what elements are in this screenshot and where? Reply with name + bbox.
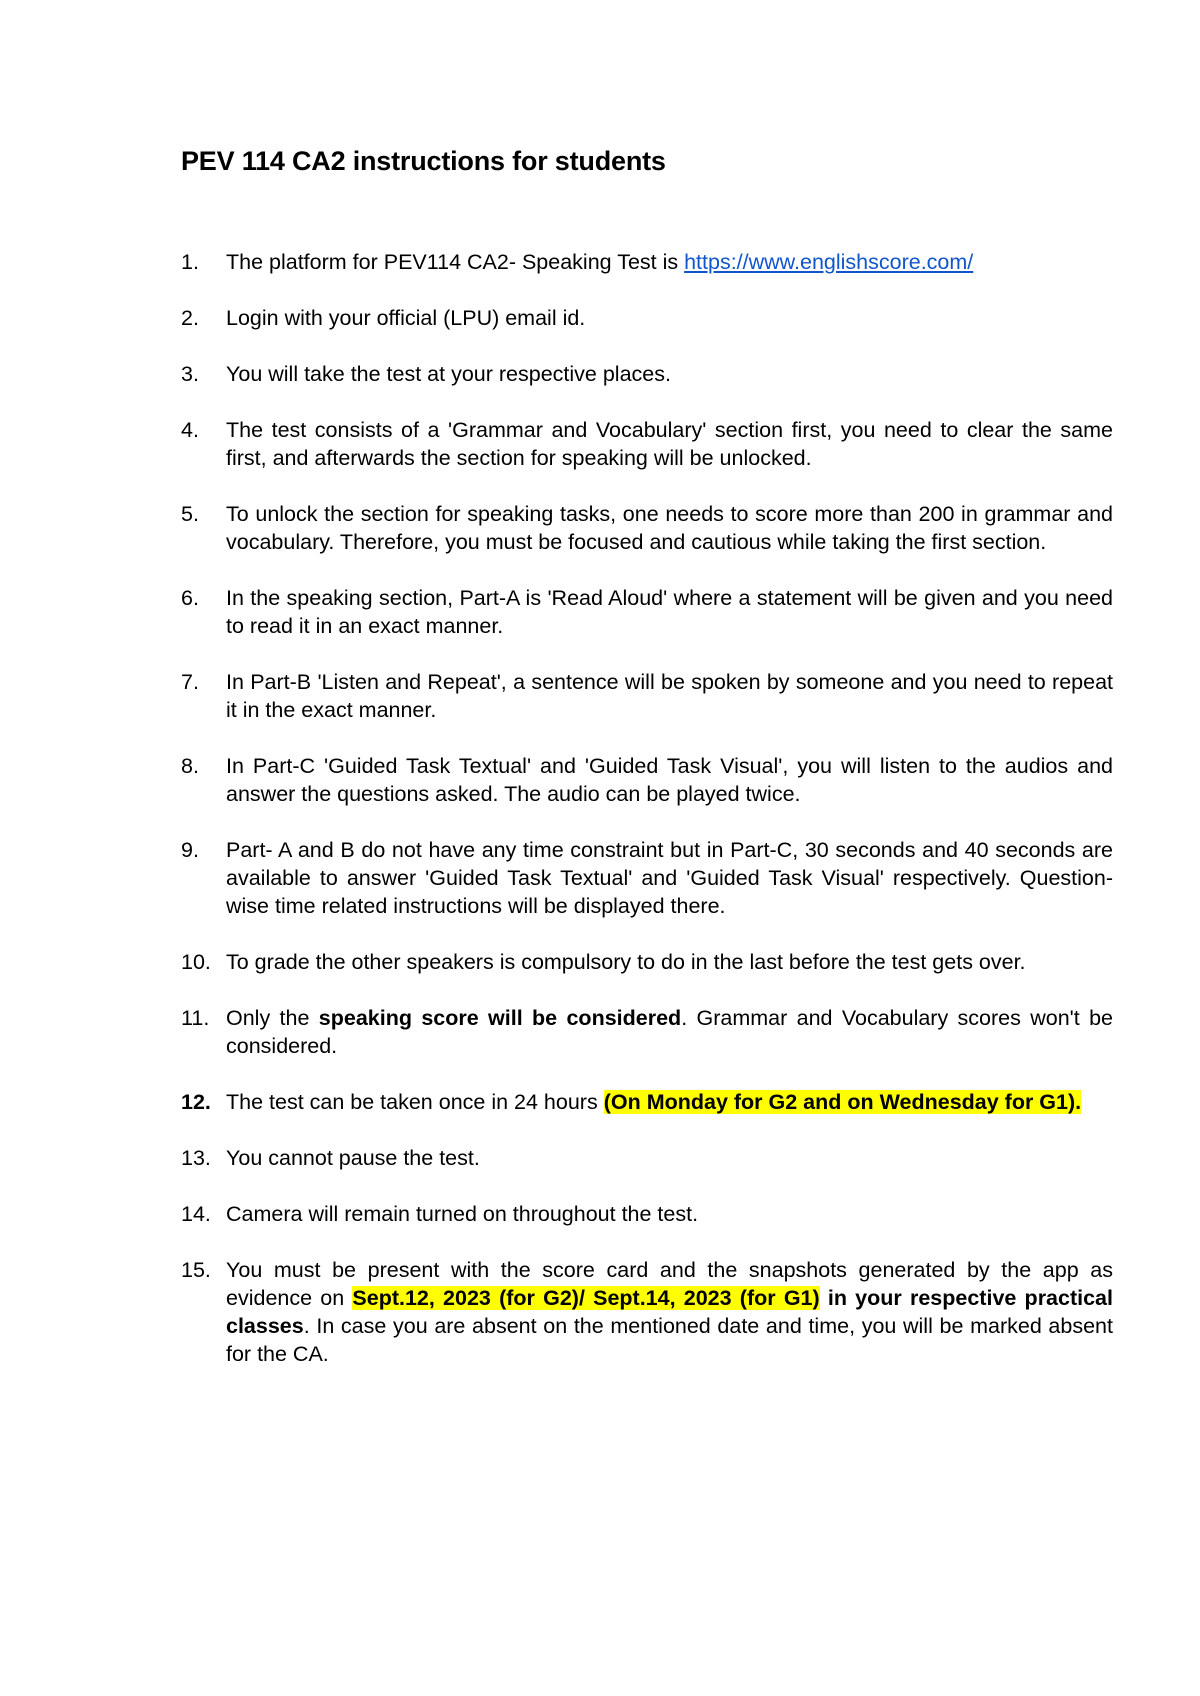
item-number: 11. xyxy=(181,1006,210,1030)
item-number: 3. xyxy=(181,362,199,386)
item-number: 14. xyxy=(181,1202,211,1226)
list-item xyxy=(181,584,1113,640)
item-text-pre: Only the xyxy=(226,1006,319,1030)
item-text-bold: in your respective practical classes xyxy=(226,1286,1113,1338)
item-text: Part- A and B do not have any time constraint but in Part-C, 30 seconds and 40 seconds are available to answer 'Guided Task Textual' and 'Guided Task Visual' respectively. Question-wise time related instructions will be displayed there. xyxy=(226,838,1113,918)
list-item xyxy=(181,836,1113,920)
list-item xyxy=(181,1256,1113,1368)
item-text xyxy=(226,1256,1113,1368)
item-number: 5. xyxy=(181,502,199,526)
instructions-list xyxy=(181,248,1113,1396)
item-text xyxy=(226,1004,1113,1060)
list-item xyxy=(181,500,1113,556)
item-text xyxy=(226,248,1113,276)
list-item xyxy=(181,1004,1113,1060)
list-item xyxy=(181,360,1113,388)
list-item xyxy=(181,1144,1113,1172)
list-item xyxy=(181,304,1113,332)
item-text-highlight: (On Monday for G2 and on Wednesday for G1). xyxy=(603,1090,1082,1114)
item-number: 7. xyxy=(181,670,199,694)
item-text-pre: The test can be taken once in 24 hours xyxy=(226,1090,604,1114)
list-item xyxy=(181,668,1113,724)
item-number: 4. xyxy=(181,418,199,442)
document-title: PEV 114 CA2 instructions for students xyxy=(181,146,666,176)
item-text: To grade the other speakers is compulsory to do in the last before the test gets over. xyxy=(226,950,1026,974)
list-item xyxy=(181,1200,1113,1228)
item-number: 9. xyxy=(181,838,199,862)
item-text-pre: You must be present with the score card and the snapshots generated by the app as evidence on xyxy=(226,1258,1113,1310)
list-item xyxy=(181,752,1113,808)
list-item xyxy=(181,1088,1113,1116)
item-text: To unlock the section for speaking tasks, one needs to score more than 200 in grammar and vocabulary. Therefore, you must be focused and cautious while taking the first section. xyxy=(226,502,1113,554)
item-text: In Part-B 'Listen and Repeat', a sentence will be spoken by someone and you need to repeat it in the exact manner. xyxy=(226,670,1113,722)
item-number: 8. xyxy=(181,754,199,778)
item-number: 12. xyxy=(181,1090,211,1114)
item-text: You will take the test at your respective places. xyxy=(226,362,671,386)
item-text: The test consists of a 'Grammar and Vocabulary' section first, you need to clear the same first, and afterwards the section for speaking will be unlocked. xyxy=(226,418,1113,470)
item-number: 10. xyxy=(181,950,211,974)
list-item xyxy=(181,948,1113,976)
item-text-post: . In case you are absent on the mentioned date and time, you will be marked absent for the CA. xyxy=(226,1314,1113,1366)
item-text-bold: speaking score will be considered xyxy=(318,1006,682,1030)
item-text-pre: The platform for PEV114 CA2- Speaking Test is xyxy=(226,250,685,274)
item-text: In the speaking section, Part-A is 'Read Aloud' where a statement will be given and you need to read it in an exact manner. xyxy=(226,586,1113,638)
item-text xyxy=(226,1088,1113,1116)
englishscore-link[interactable]: https://www.englishscore.com/ xyxy=(684,250,974,274)
item-number: 15. xyxy=(181,1258,211,1282)
item-text: In Part-C 'Guided Task Textual' and 'Guided Task Visual', you will listen to the audios and answer the questions asked. The audio can be played twice. xyxy=(226,754,1113,806)
item-text: Camera will remain turned on throughout the test. xyxy=(226,1202,699,1226)
item-number: 1. xyxy=(181,250,199,274)
item-number: 13. xyxy=(181,1146,211,1170)
item-text-post: . Grammar and Vocabulary scores won't be considered. xyxy=(226,1006,1114,1058)
item-text: Login with your official (LPU) email id. xyxy=(226,306,586,330)
item-text: You cannot pause the test. xyxy=(226,1146,480,1170)
item-number: 6. xyxy=(181,586,199,610)
item-number: 2. xyxy=(181,306,199,330)
list-item xyxy=(181,416,1113,472)
list-item xyxy=(181,248,1113,276)
item-text-highlight: Sept.12, 2023 (for G2)/ Sept.14, 2023 (for G1) xyxy=(352,1286,820,1310)
